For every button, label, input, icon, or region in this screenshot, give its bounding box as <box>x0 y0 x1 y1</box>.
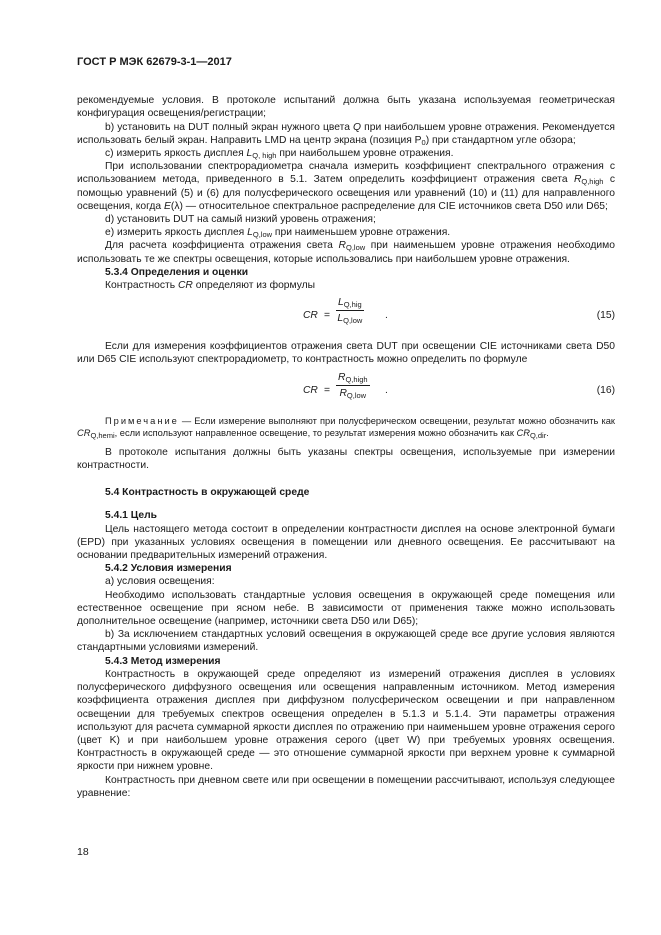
list-item-b: b) установить на DUT полный экран нужного цвета Q при наибольшем уровне отражения. Рекомендуется использовать белый экран. Направить LMD на центр экрана (позиция $P_0$) при стандартном угле обзора; <box>77 121 615 147</box>
section-heading-5-4: 5.4 Контрастность в окружающей среде <box>105 487 310 499</box>
section-heading-5-3-4: 5.3.4 Определения и оценки <box>105 266 249 278</box>
list-item-a: а) условия освещения: <box>105 576 215 588</box>
paragraph: Контрастность CR определяют из формулы <box>105 280 316 292</box>
paragraph: Контрастность при дневном свете или при освещении в помещении рассчитывают, используя следующее уравнение: <box>77 774 615 799</box>
document-page <box>77 56 615 800</box>
formula-lhs: CR <box>303 384 318 396</box>
formula-16: CR = $R_{Q,high}$ $R_{Q,low}$ . (16) <box>303 371 615 400</box>
standard-header: ГОСТ Р МЭК 62679-3-1—2017 <box>77 56 232 68</box>
paragraph: Необходимо использовать стандартные условия освещения в окружающей среде помещения или естественное освещение при ясном небе. В зависимости от применения также можно использовать дополнительное освещение (например, источники света D50 или D65); <box>77 589 615 628</box>
fraction-numerator: $R_{Q,high}$ <box>336 371 370 386</box>
list-item-c: с) измерить яркость дисплея $L_{Q, high}$ при наибольшем уровне отражения. <box>105 148 454 161</box>
formula-15: CR = $L_{Q,hig}$ $L_{Q,low}$ . (15) <box>303 297 615 326</box>
paragraph: Контрастность в окружающей среде определяют из измерений отражения дисплея в условиях полусферического диффузного освещения или освещения направленным источником. Метод измерения коэффициента отражения дисплея при диффузном полусферическом освещении и при направленном освещении для требуемых спектров освещения определен в 5.1.3 и 5.1.4. Эти параметры отражения используют для расчета суммарной яркости дисплея по отражению при наименьшем уровне отражения серого (цвет K) и при наибольшем уровне отражения серого (цвет W) при требуемых уровнях освещения. Контрастность в окружающей среде — это отношение суммарной яркости при верхнем уровне к суммарной яркости при нижнем уровне. <box>77 668 615 773</box>
list-item-e: е) измерить яркость дисплея $L_{Q,low}$ при наименьшем уровне отражения. <box>105 227 451 240</box>
list-item-d: d) установить DUT на самый низкий уровень отражения; <box>105 214 376 226</box>
equals-sign: = <box>324 384 331 396</box>
formula-fraction <box>336 296 364 325</box>
paragraph: Если для измерения коэффициентов отражения света DUT при освещении CIE источниками света D50 или D65 CIE используют спектрорадиометр, то контрастность можно определить по формуле <box>77 341 615 366</box>
formula-fraction <box>336 371 370 400</box>
page-number: 18 <box>77 846 89 858</box>
paragraph: Для расчета коэффициента отражения света $R_{Q,low}$ при наименьшем уровне отражения необходимо использовать те же спектры освещения, которые использовались при наибольшем уровне отражения. <box>77 240 615 265</box>
note: Примечание — Если измерение выполняют при полусферическом освещении, результат можно обозначить как $CR_{Q,hemi}$, если используют направленное освещение, то результат измерения можно обозначить как $CR_{Q,dir}$. <box>77 415 615 441</box>
equation-number: (15) <box>596 310 615 322</box>
equals-sign: = <box>324 310 331 322</box>
section-heading-5-4-2: 5.4.2 Условия измерения <box>105 563 232 575</box>
equation-number: (16) <box>596 384 615 396</box>
fraction-denominator: $L_{Q,low}$ <box>337 313 363 326</box>
list-item-b: b) За исключением стандартных условий освещения в окружающей среде все другие условия являются стандартными условиями измерений. <box>77 629 615 654</box>
fraction-denominator: $R_{Q,low}$ <box>339 387 367 400</box>
paragraph: В протоколе испытания должны быть указаны спектры освещения, используемые при измерении контрастности. <box>77 446 615 472</box>
formula-lhs: CR <box>303 310 318 322</box>
section-heading-5-4-1: 5.4.1 Цель <box>105 510 158 522</box>
paragraph: Цель настоящего метода состоит в определении контрастности дисплея на основе электронной бумаги (EPD) при указанных условиях освещения в помещении или дневного освещения. Ее рассчитывают на основании предварительных измерений отражения. <box>77 523 615 562</box>
paragraph: рекомендуемые условия. В протоколе испытаний должна быть указана используемая геометрическая конфигурация освещения/регистрации; <box>77 95 615 120</box>
paragraph: При использовании спектрорадиометра сначала измерить коэффициент спектрального отражения с использованием метода, приведенного в 5.1. Затем определить коэффициент отражения света $R_{Q,high}$ с помощью уравнений (5) и (6) для полусферического освещения или уравнений (10) и (11) для направленного освещения, когда E(λ) — относительное спектральное распределение для CIE источников света D50 или D65; <box>77 161 615 212</box>
section-heading-5-4-3: 5.4.3 Метод измерения <box>105 655 221 667</box>
fraction-numerator: $L_{Q,hig}$ <box>336 296 364 311</box>
